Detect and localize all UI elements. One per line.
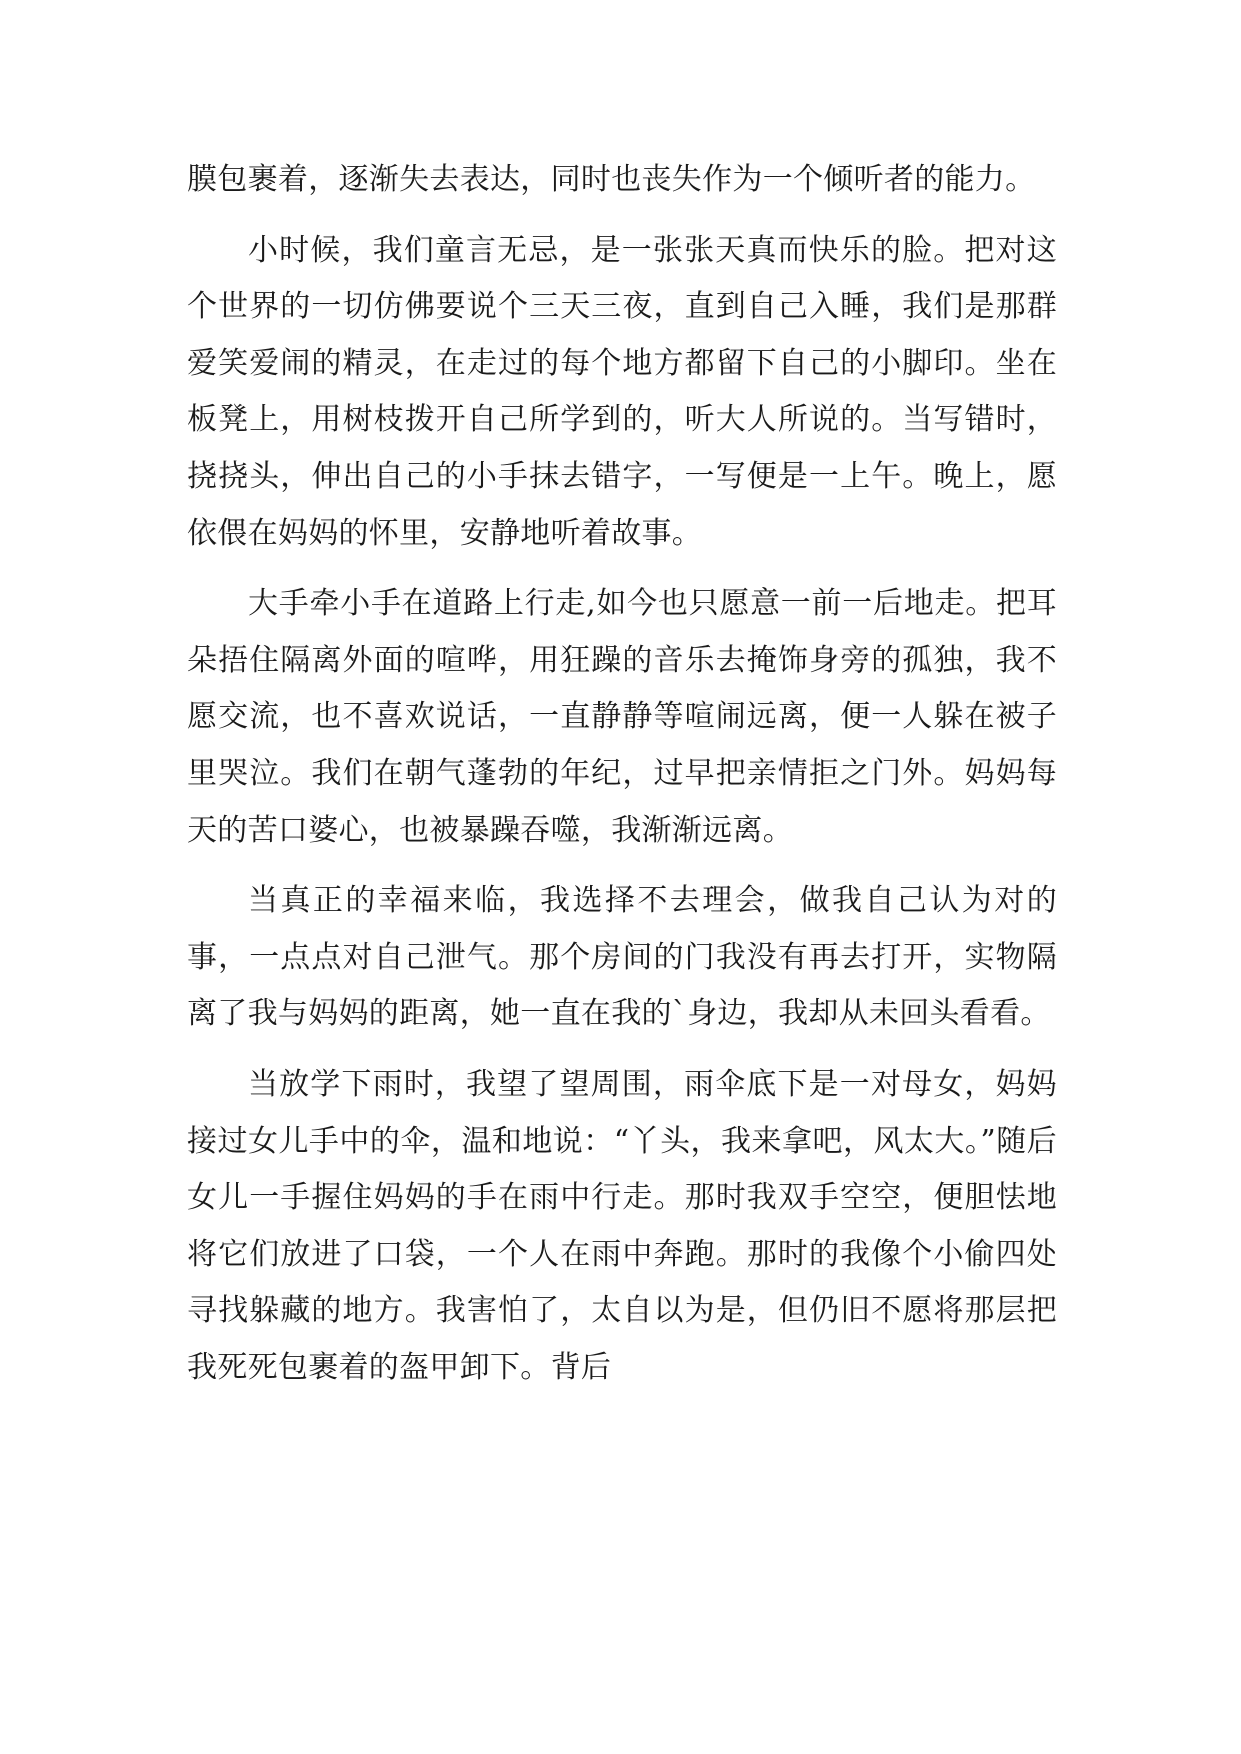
paragraph-rain: 当放学下雨时，我望了望周围，雨伞底下是一对母女，妈妈接过女儿手中的伞，温和地说：“丫头，我来拿吧，风太大。”随后女儿一手握住妈妈的手在雨中行走。那时我双手空空，便胆怯地将它们放进了口袋，一个人在雨中奔跑。那时的我像个小偷四处寻找躲藏的地方。我害怕了，太自以为是，但仍旧不愿将那层把我死死包裹着的盔甲卸下。背后	[187, 1066, 1057, 1385]
paragraph-childhood: 小时候，我们童言无忌，是一张张天真而快乐的脸。把对这个世界的一切仿佛要说个三天三夜，直到自己入睡，我们是那群爱笑爱闹的精灵，在走过的每个地方都留下自己的小脚印。坐在板凳上，用树枝拨开自己所学到的，听大人所说的。当写错时，挠挠头，伸出自己的小手抹去错字，一写便是一上午。晚上，愿依偎在妈妈的怀里，安静地听着故事。	[187, 232, 1057, 551]
paragraph-continued: 膜包裹着，逐渐失去表达，同时也丧失作为一个倾听者的能力。	[187, 162, 1036, 197]
document-body	[187, 152, 1057, 1396]
paragraph-ignoring-happiness: 当真正的幸福来临，我选择不去理会，做我自己认为对的事，一点点对自己泄气。那个房间的门我没有再去打开，实物隔离了我与妈妈的距离，她一直在我的`身边，我却从未回头看看。	[187, 883, 1057, 1032]
paragraph-growing-distant: 大手牵小手在道路上行走,如今也只愿意一前一后地走。把耳朵捂住隔离外面的喧哗，用狂躁的音乐去掩饰身旁的孤独，我不愿交流，也不喜欢说话，一直静静等喧闹远离，便一人躲在被子里哭泣。我们在朝气蓬勃的年纪，过早把亲情拒之门外。妈妈每天的苦口婆心，也被暴躁吞噬，我渐渐远离。	[187, 586, 1057, 848]
